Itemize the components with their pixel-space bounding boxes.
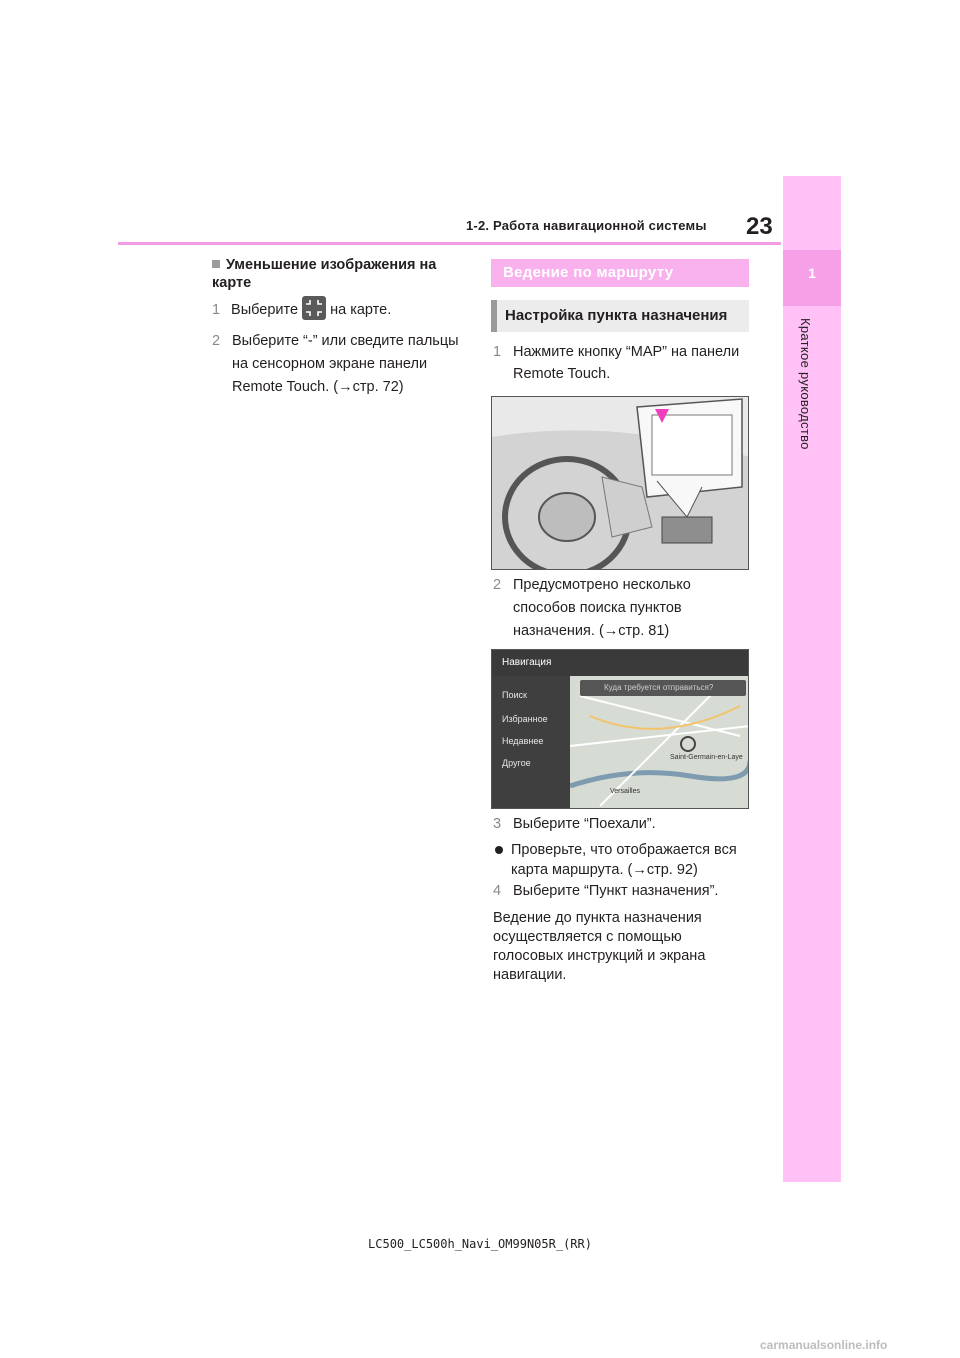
- nav-title-bar: [492, 650, 749, 676]
- bullet-text: Проверьте, что отображается вся карта маршрута. (→стр. 92): [511, 842, 737, 878]
- left-step-2: [212, 330, 462, 399]
- left-heading: [212, 256, 462, 292]
- document-code: LC500_LC500h_Navi_OM99N05R_(RR): [368, 1237, 592, 1251]
- nav-menu-recent: Недавнее: [502, 736, 544, 746]
- subsection-title-bar: [491, 300, 749, 332]
- nav-menu-other: Другое: [502, 758, 531, 768]
- map-label: Saint-Germain-en-Laye: [670, 754, 743, 761]
- nav-search-field: [580, 680, 746, 696]
- step-text: Выберите “-” или сведите пальцы на сенсорном экране панели Remote Touch. (→стр. 72): [232, 333, 459, 395]
- nav-title: Навигация: [502, 657, 552, 668]
- step-text: Выберите: [231, 301, 299, 318]
- right-bullet: [493, 840, 749, 880]
- step-number: 2: [212, 333, 221, 349]
- step-text: Выберите “Пункт назначения”.: [513, 883, 719, 899]
- section-title: Ведение по маршруту: [503, 264, 674, 281]
- round-bullet-icon: [495, 846, 503, 854]
- step-number: 2: [493, 577, 502, 593]
- left-heading-text: Уменьшение изображения на карте: [212, 257, 437, 291]
- step-number: 4: [493, 883, 502, 899]
- chapter-number: 1: [808, 265, 816, 281]
- step-text: Предусмотрено несколько способов поиска пунктов назначения. (→стр. 81): [513, 577, 691, 639]
- step-text: Нажмите кнопку “MAP” на панели Remote Touch.: [513, 344, 740, 382]
- remote-touch-illustration: [491, 396, 749, 570]
- right-step-4: [493, 880, 749, 902]
- nav-menu-favorites: Избранное: [502, 714, 548, 724]
- map-label: Versailles: [610, 788, 640, 795]
- left-step-1: [212, 298, 462, 322]
- page-number: 23: [746, 213, 773, 240]
- section-title-bar: [491, 259, 749, 287]
- step-text: на карте.: [330, 301, 392, 318]
- chapter-label: Краткое руководство: [798, 318, 813, 450]
- nav-menu: [492, 676, 570, 809]
- watermark: carmanualsonline.info: [760, 1338, 888, 1352]
- step-number: 1: [493, 344, 502, 360]
- square-bullet-icon: [212, 260, 220, 268]
- navigation-screen-figure: [491, 649, 749, 809]
- zoom-out-icon: [302, 296, 326, 320]
- subsection-title: Настройка пункта назначения: [505, 307, 728, 324]
- nav-search-placeholder: Куда требуется отправиться?: [604, 683, 714, 692]
- nav-menu-search: Поиск: [502, 690, 527, 700]
- step-number: 1: [212, 301, 221, 318]
- step-number: 3: [493, 816, 502, 832]
- step-text: Выберите “Поехали”.: [513, 816, 656, 832]
- right-step-1: [493, 341, 749, 385]
- section-header-title: 1-2. Работа навигационной системы: [466, 218, 707, 233]
- right-step-2: [493, 574, 749, 643]
- header-divider: [118, 242, 781, 245]
- right-step-3: [493, 813, 749, 835]
- right-closing-paragraph: Ведение до пункта назначения осуществляется с помощью голосовых инструкций и экрана навигации.: [493, 910, 706, 983]
